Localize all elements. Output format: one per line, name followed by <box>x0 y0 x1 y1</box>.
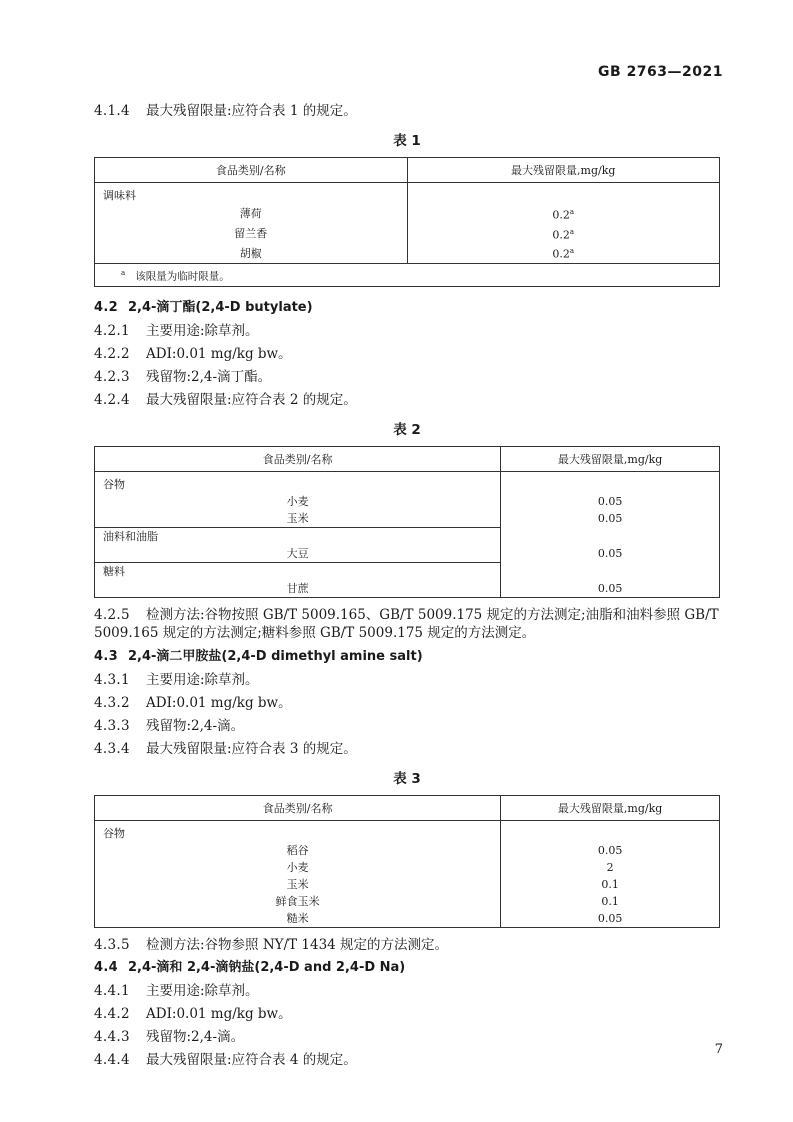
clause-text: 最大残留限量:应符合表 2 的规定。 <box>146 391 357 408</box>
food-cell: 玉米 <box>286 511 309 525</box>
mrl-cell: 0.05 <box>501 842 720 859</box>
column-header-food: 食品类别/名称 <box>95 158 408 183</box>
food-cell: 甘蔗 <box>286 581 309 595</box>
table-row <box>95 820 720 842</box>
table-row <box>95 510 720 528</box>
table-footnote-row <box>95 263 720 286</box>
food-cell: 胡椒 <box>239 246 262 260</box>
table-1 <box>94 157 720 287</box>
clause-4-3-5 <box>94 936 720 954</box>
clause-number: 4.3.2 <box>94 694 130 711</box>
clause-4-3-3 <box>94 717 720 735</box>
food-cell: 鲜食玉米 <box>275 894 320 908</box>
clause-text: 最大残留限量:应符合表 1 的规定。 <box>146 103 357 119</box>
clause-number: 4.4 <box>94 959 118 975</box>
clause-text: 2,4-滴丁酯(2,4-D butylate) <box>128 299 313 315</box>
table-row <box>95 183 720 205</box>
clause-text: 残留物:2,4-滴。 <box>146 717 245 734</box>
food-cell: 糙米 <box>286 911 309 925</box>
table-row <box>95 545 720 563</box>
category-cell: 油料和油脂 <box>95 527 501 545</box>
clause-text: ADI:0.01 mg/kg bw。 <box>146 345 292 362</box>
category-cell: 谷物 <box>103 826 125 840</box>
clause-text: 主要用途:除草剂。 <box>146 671 259 688</box>
clause-number: 4.2 <box>94 299 118 315</box>
table-row <box>95 224 720 244</box>
footnote-marker: a <box>569 247 575 256</box>
clause-4-4-heading <box>94 959 720 977</box>
clause-4-4-2 <box>94 1005 720 1023</box>
table-header-row <box>95 446 720 471</box>
clause-text: 主要用途:除草剂。 <box>146 982 259 999</box>
clause-4-2-5 <box>94 606 720 642</box>
standard-number: GB 2763—2021 <box>598 64 723 80</box>
food-cell: 薄荷 <box>239 207 262 221</box>
clause-text: ADI:0.01 mg/kg bw。 <box>146 1005 292 1022</box>
mrl-cell: 0.05 <box>501 493 720 510</box>
clause-number: 4.4.1 <box>94 982 130 999</box>
category-cell: 调味料 <box>103 189 136 202</box>
footnote-marker: a <box>569 227 575 236</box>
mrl-cell: 0.05 <box>501 545 720 563</box>
clause-text: 2,4-滴二甲胺盐(2,4-D dimethyl amine salt) <box>128 648 423 664</box>
clause-4-3-4 <box>94 740 720 758</box>
clause-text: 残留物:2,4-滴。 <box>146 1028 245 1045</box>
food-cell: 大豆 <box>286 546 309 560</box>
page-number: 7 <box>714 1042 723 1057</box>
clause-4-2-heading <box>94 299 720 317</box>
table-row <box>95 859 720 876</box>
clause-text: 2,4-滴和 2,4-滴钠盐(2,4-D and 2,4-D Na) <box>128 959 406 975</box>
table-row <box>95 243 720 263</box>
clause-text: 最大残留限量:应符合表 4 的规定。 <box>146 1051 357 1068</box>
clause-number: 4.3.5 <box>94 936 130 953</box>
mrl-cell: 2 <box>501 859 720 876</box>
table-row <box>95 842 720 859</box>
mrl-cell: 0.1 <box>501 876 720 893</box>
page-content <box>94 102 720 1074</box>
food-cell: 留兰香 <box>234 226 268 240</box>
column-header-mrl: 最大残留限量,mg/kg <box>407 158 720 183</box>
table-header-row <box>95 795 720 820</box>
table-3 <box>94 795 720 928</box>
clause-4-3-heading <box>94 648 720 666</box>
food-cell: 稻谷 <box>286 843 309 857</box>
clause-4-3-1 <box>94 671 720 689</box>
clause-number: 4.2.4 <box>94 391 130 408</box>
table-row <box>95 527 720 545</box>
clause-4-4-1 <box>94 982 720 1000</box>
column-header-mrl: 最大残留限量,mg/kg <box>501 446 720 471</box>
table-1-caption: 表 1 <box>393 133 421 149</box>
clause-number: 4.3.1 <box>94 671 130 688</box>
clause-4-4-3 <box>94 1028 720 1046</box>
table-row <box>95 562 720 580</box>
clause-4-2-4 <box>94 391 720 409</box>
column-header-mrl: 最大残留限量,mg/kg <box>501 795 720 820</box>
mrl-cell: 0.1 <box>501 893 720 910</box>
mrl-cell: 0.2$^a$ <box>407 243 720 263</box>
table-row <box>95 876 720 893</box>
table-footnote: $^a$ 该限量为临时限量。 <box>95 263 720 286</box>
clause-text: 主要用途:除草剂。 <box>146 322 259 339</box>
clause-number: 4.2.1 <box>94 322 130 339</box>
mrl-cell: 0.05 <box>501 580 720 598</box>
mrl-cell: 0.05 <box>501 910 720 928</box>
column-header-food: 食品类别/名称 <box>95 446 501 471</box>
clause-text: 检测方法:谷物按照 GB/T 5009.165、GB/T 5009.175 规定的方法测定;油脂和油料参照 GB/T 5009.165 规定的方法测定;糖料参照 GB/T 5009.175 规定的方法测定。 <box>94 606 719 641</box>
clause-number: 4.2.2 <box>94 345 130 362</box>
mrl-cell: 0.05 <box>501 510 720 528</box>
clause-number: 4.4.2 <box>94 1005 130 1022</box>
food-cell: 玉米 <box>286 877 309 891</box>
clause-number: 4.2.5 <box>94 606 130 623</box>
category-cell: 谷物 <box>103 477 125 491</box>
clause-number: 4.3 <box>94 648 118 664</box>
table-2 <box>94 446 720 598</box>
clause-number: 4.4.3 <box>94 1028 130 1045</box>
clause-4-2-2 <box>94 345 720 363</box>
clause-text: 最大残留限量:应符合表 3 的规定。 <box>146 740 357 757</box>
clause-text: ADI:0.01 mg/kg bw。 <box>146 694 292 711</box>
table-row <box>95 580 720 598</box>
clause-number: 4.1.4 <box>94 103 130 119</box>
clause-number: 4.4.4 <box>94 1051 130 1068</box>
category-cell: 糖料 <box>95 562 501 580</box>
food-cell: 小麦 <box>286 494 309 508</box>
table-header-row <box>95 158 720 183</box>
clause-number: 4.3.4 <box>94 740 130 757</box>
clause-4-2-3 <box>94 368 720 386</box>
table-3-caption: 表 3 <box>393 770 421 787</box>
mrl-cell: 0.2$^a$ <box>407 224 720 244</box>
table-2-caption: 表 2 <box>393 421 421 438</box>
clause-text: 残留物:2,4-滴丁酯。 <box>146 368 272 385</box>
clause-text: 检测方法:谷物参照 NY/T 1434 规定的方法测定。 <box>146 936 449 953</box>
clause-4-1-4 <box>94 102 720 120</box>
table-row <box>95 204 720 224</box>
table-row <box>95 493 720 510</box>
clause-4-2-1 <box>94 322 720 340</box>
food-cell: 小麦 <box>286 860 309 874</box>
clause-number: 4.3.3 <box>94 717 130 734</box>
clause-4-3-2 <box>94 694 720 712</box>
clause-number: 4.2.3 <box>94 368 130 385</box>
column-header-food: 食品类别/名称 <box>95 795 501 820</box>
footnote-marker: a <box>569 208 575 216</box>
clause-4-4-4 <box>94 1051 720 1069</box>
mrl-cell: 0.2$^a$ <box>407 204 720 224</box>
table-row <box>95 910 720 928</box>
table-row <box>95 893 720 910</box>
table-row <box>95 471 720 493</box>
